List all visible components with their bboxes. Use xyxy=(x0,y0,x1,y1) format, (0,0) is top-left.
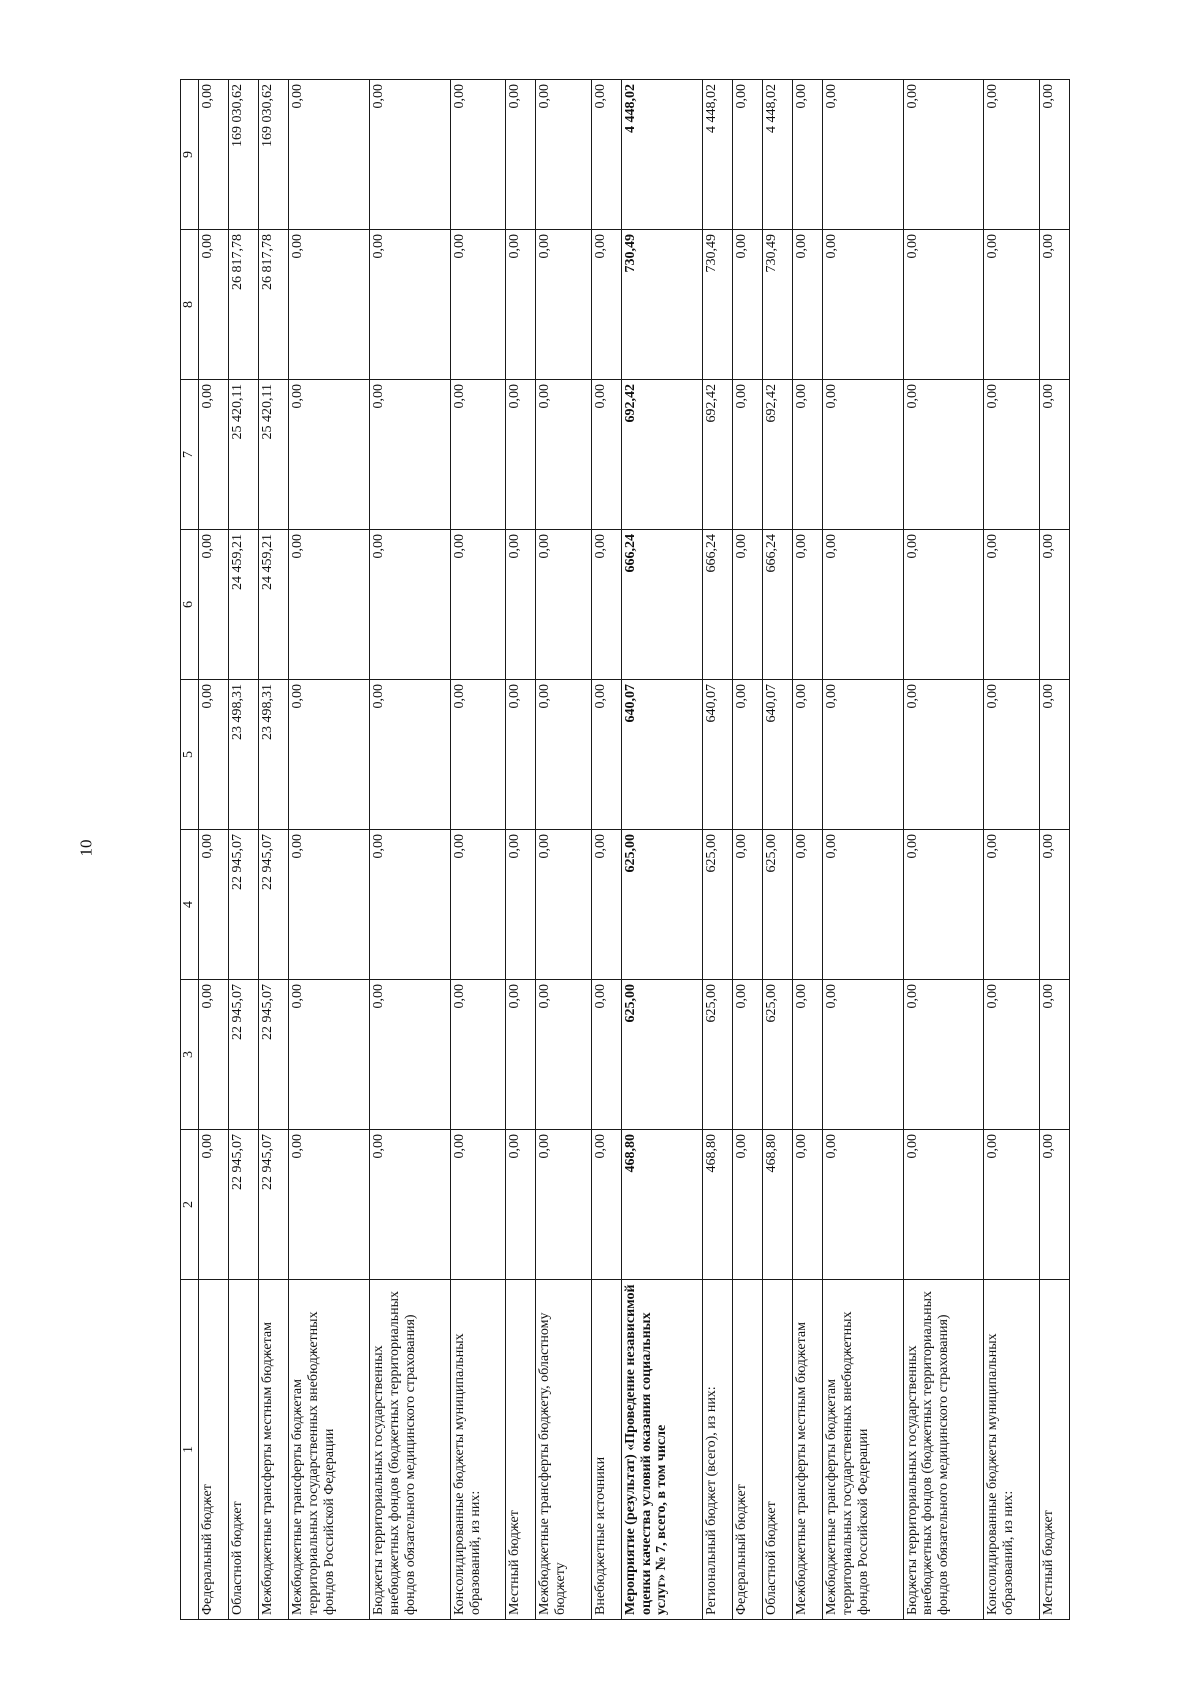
value-cell: 0,00 xyxy=(732,380,762,530)
column-header: 3 xyxy=(181,980,199,1130)
table-row xyxy=(199,80,229,1620)
value-cell: 26 817,78 xyxy=(229,230,259,380)
value-cell: 0,00 xyxy=(506,80,536,230)
row-label: Межбюджетные трансферты местным бюджетам xyxy=(259,1280,289,1620)
value-cell: 0,00 xyxy=(370,80,451,230)
value-cell: 0,00 xyxy=(984,980,1039,1130)
value-cell: 0,00 xyxy=(732,230,762,380)
value-cell: 0,00 xyxy=(536,1130,591,1280)
value-cell: 0,00 xyxy=(732,1130,762,1280)
table-row xyxy=(229,80,259,1620)
value-cell: 625,00 xyxy=(762,830,792,980)
value-cell: 0,00 xyxy=(732,680,762,830)
value-cell: 22 945,07 xyxy=(259,1130,289,1280)
value-cell: 0,00 xyxy=(984,1130,1039,1280)
value-cell: 22 945,07 xyxy=(229,1130,259,1280)
value-cell: 0,00 xyxy=(506,530,536,680)
row-label: Областной бюджет xyxy=(229,1280,259,1620)
value-cell: 0,00 xyxy=(792,380,822,530)
table-row xyxy=(792,80,822,1620)
value-cell: 0,00 xyxy=(984,380,1039,530)
page-number: 10 xyxy=(76,839,96,857)
value-cell: 468,80 xyxy=(762,1130,792,1280)
value-cell: 0,00 xyxy=(792,230,822,380)
row-label: Межбюджетные трансферты бюджетам территориальных государственных внебюджетных фондов Российской Федерации xyxy=(289,1280,370,1620)
value-cell: 0,00 xyxy=(1039,530,1069,680)
value-cell: 0,00 xyxy=(903,1130,984,1280)
value-cell: 0,00 xyxy=(289,680,370,830)
value-cell: 4 448,02 xyxy=(621,80,702,230)
row-label: Федеральный бюджет xyxy=(199,1280,229,1620)
value-cell: 0,00 xyxy=(199,80,229,230)
table-row xyxy=(289,80,370,1620)
value-cell: 0,00 xyxy=(370,830,451,980)
row-label: Бюджеты территориальных государственных внебюджетных фондов (бюджетных территориальных фондов обязательного медицинского страхования) xyxy=(903,1280,984,1620)
value-cell: 0,00 xyxy=(732,80,762,230)
table-row xyxy=(822,80,903,1620)
value-cell: 0,00 xyxy=(903,680,984,830)
column-header: 1 xyxy=(181,1280,199,1620)
value-cell: 0,00 xyxy=(1039,80,1069,230)
value-cell: 0,00 xyxy=(506,830,536,980)
value-cell: 0,00 xyxy=(1039,830,1069,980)
value-cell: 0,00 xyxy=(370,530,451,680)
value-cell: 0,00 xyxy=(536,980,591,1130)
value-cell: 0,00 xyxy=(289,980,370,1130)
value-cell: 0,00 xyxy=(903,80,984,230)
value-cell: 625,00 xyxy=(702,830,732,980)
value-cell: 0,00 xyxy=(506,230,536,380)
value-cell: 0,00 xyxy=(536,830,591,980)
value-cell: 0,00 xyxy=(591,230,621,380)
value-cell: 24 459,21 xyxy=(259,530,289,680)
value-cell: 0,00 xyxy=(591,380,621,530)
value-cell: 0,00 xyxy=(591,1130,621,1280)
value-cell: 640,07 xyxy=(702,680,732,830)
value-cell: 0,00 xyxy=(792,80,822,230)
row-label: Местный бюджет xyxy=(1039,1280,1069,1620)
value-cell: 0,00 xyxy=(732,530,762,680)
value-cell: 0,00 xyxy=(506,380,536,530)
value-cell: 0,00 xyxy=(822,680,903,830)
value-cell: 169 030,62 xyxy=(229,80,259,230)
table-row xyxy=(259,80,289,1620)
column-header: 5 xyxy=(181,680,199,830)
value-cell: 692,42 xyxy=(762,380,792,530)
row-label: Внебюджетные источники xyxy=(591,1280,621,1620)
value-cell: 22 945,07 xyxy=(259,980,289,1130)
table-row xyxy=(762,80,792,1620)
row-label: Межбюджетные трансферты бюджету, областному бюджету xyxy=(536,1280,591,1620)
value-cell: 0,00 xyxy=(984,230,1039,380)
budget-table xyxy=(180,79,1070,1620)
value-cell: 25 420,11 xyxy=(259,380,289,530)
value-cell: 0,00 xyxy=(506,680,536,830)
value-cell: 468,80 xyxy=(621,1130,702,1280)
table-header-row xyxy=(181,80,199,1620)
value-cell: 692,42 xyxy=(702,380,732,530)
value-cell: 23 498,31 xyxy=(259,680,289,830)
row-label: Областной бюджет xyxy=(762,1280,792,1620)
row-label: Местный бюджет xyxy=(506,1280,536,1620)
value-cell: 0,00 xyxy=(199,830,229,980)
row-label: Мероприятие (результат) «Проведение независимой оценки качества условий оказания социальных услуг» № 7, всего, в том числе xyxy=(621,1280,702,1620)
value-cell: 0,00 xyxy=(536,230,591,380)
value-cell: 0,00 xyxy=(822,1130,903,1280)
value-cell: 0,00 xyxy=(732,830,762,980)
value-cell: 0,00 xyxy=(984,830,1039,980)
value-cell: 730,49 xyxy=(621,230,702,380)
value-cell: 625,00 xyxy=(621,830,702,980)
value-cell: 0,00 xyxy=(903,380,984,530)
value-cell: 0,00 xyxy=(822,230,903,380)
table-row xyxy=(702,80,732,1620)
value-cell: 0,00 xyxy=(822,530,903,680)
table-row xyxy=(536,80,591,1620)
row-label: Консолидированные бюджеты муниципальных образований, из них: xyxy=(450,1280,505,1620)
value-cell: 0,00 xyxy=(370,980,451,1130)
value-cell: 0,00 xyxy=(792,980,822,1130)
value-cell: 0,00 xyxy=(984,80,1039,230)
value-cell: 24 459,21 xyxy=(229,530,259,680)
value-cell: 0,00 xyxy=(792,680,822,830)
row-label: Межбюджетные трансферты бюджетам территориальных государственных внебюджетных фондов Российской Федерации xyxy=(822,1280,903,1620)
value-cell: 23 498,31 xyxy=(229,680,259,830)
value-cell: 0,00 xyxy=(732,980,762,1130)
value-cell: 0,00 xyxy=(289,230,370,380)
value-cell: 0,00 xyxy=(591,80,621,230)
value-cell: 0,00 xyxy=(450,1130,505,1280)
value-cell: 0,00 xyxy=(984,680,1039,830)
table-row xyxy=(732,80,762,1620)
value-cell: 0,00 xyxy=(289,80,370,230)
value-cell: 0,00 xyxy=(199,530,229,680)
value-cell: 0,00 xyxy=(450,380,505,530)
value-cell: 22 945,07 xyxy=(229,980,259,1130)
value-cell: 4 448,02 xyxy=(702,80,732,230)
value-cell: 0,00 xyxy=(903,830,984,980)
value-cell: 666,24 xyxy=(621,530,702,680)
table-row xyxy=(984,80,1039,1620)
value-cell: 0,00 xyxy=(370,230,451,380)
value-cell: 0,00 xyxy=(1039,380,1069,530)
value-cell: 0,00 xyxy=(822,980,903,1130)
table-row xyxy=(1039,80,1069,1620)
value-cell: 0,00 xyxy=(903,530,984,680)
column-header: 4 xyxy=(181,830,199,980)
value-cell: 625,00 xyxy=(702,980,732,1130)
value-cell: 0,00 xyxy=(591,830,621,980)
value-cell: 0,00 xyxy=(289,1130,370,1280)
value-cell: 0,00 xyxy=(822,80,903,230)
table-row xyxy=(621,80,702,1620)
value-cell: 625,00 xyxy=(762,980,792,1130)
value-cell: 640,07 xyxy=(621,680,702,830)
value-cell: 0,00 xyxy=(199,380,229,530)
value-cell: 0,00 xyxy=(536,530,591,680)
value-cell: 0,00 xyxy=(903,230,984,380)
column-header: 8 xyxy=(181,230,199,380)
table-row xyxy=(591,80,621,1620)
value-cell: 0,00 xyxy=(1039,680,1069,830)
value-cell: 0,00 xyxy=(822,830,903,980)
value-cell: 22 945,07 xyxy=(229,830,259,980)
value-cell: 0,00 xyxy=(199,1130,229,1280)
table-row xyxy=(903,80,984,1620)
value-cell: 0,00 xyxy=(822,380,903,530)
value-cell: 0,00 xyxy=(591,980,621,1130)
value-cell: 0,00 xyxy=(450,80,505,230)
value-cell: 0,00 xyxy=(450,230,505,380)
row-label: Консолидированные бюджеты муниципальных образований, из них: xyxy=(984,1280,1039,1620)
column-header: 6 xyxy=(181,530,199,680)
value-cell: 0,00 xyxy=(792,830,822,980)
value-cell: 0,00 xyxy=(450,530,505,680)
value-cell: 640,07 xyxy=(762,680,792,830)
value-cell: 666,24 xyxy=(702,530,732,680)
value-cell: 0,00 xyxy=(370,380,451,530)
column-header: 2 xyxy=(181,1130,199,1280)
row-label: Федеральный бюджет xyxy=(732,1280,762,1620)
value-cell: 625,00 xyxy=(621,980,702,1130)
value-cell: 0,00 xyxy=(792,1130,822,1280)
value-cell: 0,00 xyxy=(536,680,591,830)
value-cell: 22 945,07 xyxy=(259,830,289,980)
table-row xyxy=(370,80,451,1620)
value-cell: 0,00 xyxy=(370,1130,451,1280)
value-cell: 0,00 xyxy=(289,530,370,680)
value-cell: 0,00 xyxy=(1039,230,1069,380)
table-row xyxy=(506,80,536,1620)
value-cell: 0,00 xyxy=(289,380,370,530)
value-cell: 0,00 xyxy=(1039,1130,1069,1280)
value-cell: 169 030,62 xyxy=(259,80,289,230)
value-cell: 0,00 xyxy=(792,530,822,680)
value-cell: 0,00 xyxy=(591,680,621,830)
value-cell: 0,00 xyxy=(370,680,451,830)
value-cell: 666,24 xyxy=(762,530,792,680)
row-label: Межбюджетные трансферты местным бюджетам xyxy=(792,1280,822,1620)
value-cell: 730,49 xyxy=(702,230,732,380)
value-cell: 0,00 xyxy=(199,230,229,380)
value-cell: 0,00 xyxy=(199,980,229,1130)
value-cell: 0,00 xyxy=(450,680,505,830)
value-cell: 0,00 xyxy=(536,80,591,230)
table-row xyxy=(450,80,505,1620)
value-cell: 692,42 xyxy=(621,380,702,530)
value-cell: 0,00 xyxy=(199,680,229,830)
value-cell: 730,49 xyxy=(762,230,792,380)
value-cell: 0,00 xyxy=(506,980,536,1130)
column-header: 9 xyxy=(181,80,199,230)
value-cell: 0,00 xyxy=(591,530,621,680)
value-cell: 0,00 xyxy=(984,530,1039,680)
value-cell: 4 448,02 xyxy=(762,80,792,230)
value-cell: 0,00 xyxy=(903,980,984,1130)
value-cell: 25 420,11 xyxy=(229,380,259,530)
value-cell: 26 817,78 xyxy=(259,230,289,380)
row-label: Бюджеты территориальных государственных внебюджетных фондов (бюджетных территориальных фондов обязательного медицинского страхования) xyxy=(370,1280,451,1620)
table-body xyxy=(199,80,1070,1620)
value-cell: 468,80 xyxy=(702,1130,732,1280)
value-cell: 0,00 xyxy=(289,830,370,980)
value-cell: 0,00 xyxy=(450,980,505,1130)
column-header: 7 xyxy=(181,380,199,530)
row-label: Региональный бюджет (всего), из них: xyxy=(702,1280,732,1620)
value-cell: 0,00 xyxy=(450,830,505,980)
value-cell: 0,00 xyxy=(1039,980,1069,1130)
value-cell: 0,00 xyxy=(536,380,591,530)
value-cell: 0,00 xyxy=(506,1130,536,1280)
rotated-table-container xyxy=(180,80,1070,1620)
